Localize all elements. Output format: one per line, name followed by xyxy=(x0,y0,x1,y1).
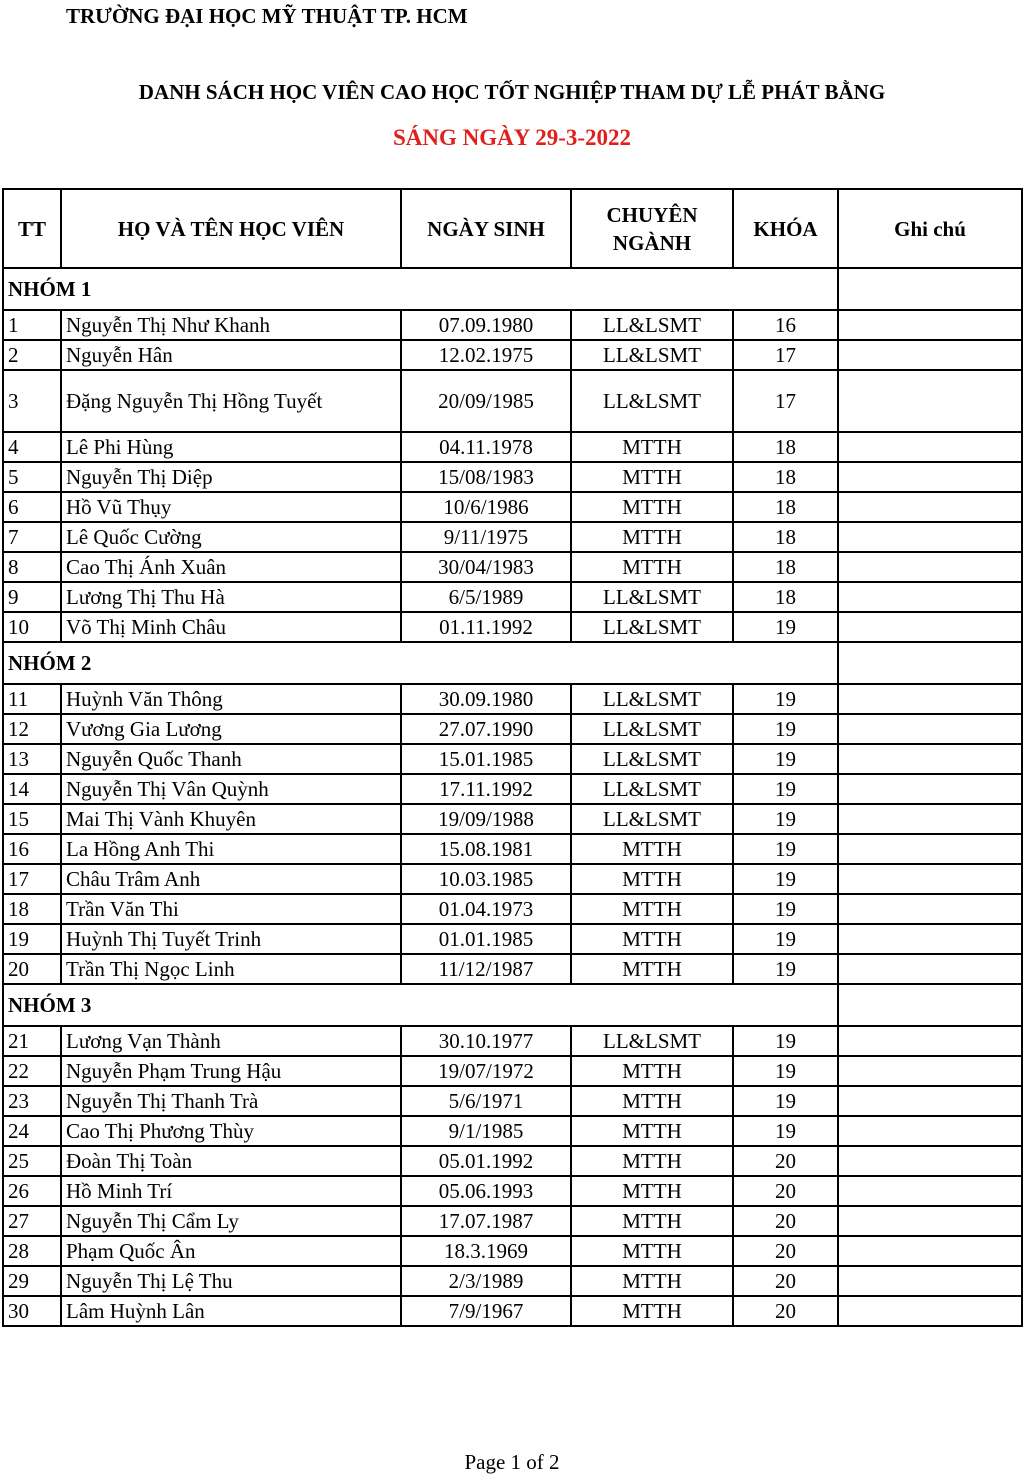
cell-dob: 12.02.1975 xyxy=(401,340,571,370)
header-tt: TT xyxy=(3,189,61,268)
cell-tt: 2 xyxy=(3,340,61,370)
table-row xyxy=(3,744,1022,774)
cell-name: Võ Thị Minh Châu xyxy=(61,612,401,642)
cell-tt: 26 xyxy=(3,1176,61,1206)
cell-course: 20 xyxy=(733,1296,838,1326)
cell-dob: 30/04/1983 xyxy=(401,552,571,582)
cell-note xyxy=(838,1146,1022,1176)
cell-major: LL&LSMT xyxy=(571,582,733,612)
cell-name: Lương Thị Thu Hà xyxy=(61,582,401,612)
cell-note xyxy=(838,774,1022,804)
cell-major: LL&LSMT xyxy=(571,370,733,432)
cell-name: Vương Gia Lương xyxy=(61,714,401,744)
cell-major: LL&LSMT xyxy=(571,1026,733,1056)
group-row xyxy=(3,642,1022,684)
cell-tt: 3 xyxy=(3,370,61,432)
cell-dob: 04.11.1978 xyxy=(401,432,571,462)
cell-dob: 15.01.1985 xyxy=(401,744,571,774)
cell-name: Nguyễn Hân xyxy=(61,340,401,370)
cell-tt: 4 xyxy=(3,432,61,462)
cell-course: 18 xyxy=(733,462,838,492)
table-row xyxy=(3,462,1022,492)
table-row xyxy=(3,804,1022,834)
cell-major: MTTH xyxy=(571,432,733,462)
table-row xyxy=(3,684,1022,714)
group-note-cell xyxy=(838,268,1022,310)
cell-tt: 8 xyxy=(3,552,61,582)
cell-dob: 7/9/1967 xyxy=(401,1296,571,1326)
cell-course: 19 xyxy=(733,894,838,924)
cell-course: 17 xyxy=(733,370,838,432)
cell-tt: 20 xyxy=(3,954,61,984)
cell-note xyxy=(838,864,1022,894)
table-row xyxy=(3,1026,1022,1056)
cell-tt: 22 xyxy=(3,1056,61,1086)
table-row xyxy=(3,1056,1022,1086)
cell-major: LL&LSMT xyxy=(571,340,733,370)
cell-name: Nguyễn Thị Diệp xyxy=(61,462,401,492)
header-note: Ghi chú xyxy=(838,189,1022,268)
group-note-cell xyxy=(838,984,1022,1026)
cell-note xyxy=(838,1266,1022,1296)
cell-course: 18 xyxy=(733,552,838,582)
cell-course: 19 xyxy=(733,714,838,744)
table-row xyxy=(3,310,1022,340)
document-title: DANH SÁCH HỌC VIÊN CAO HỌC TỐT NGHIỆP THAM DỰ LỄ PHÁT BẰNG xyxy=(138,80,886,104)
cell-tt: 1 xyxy=(3,310,61,340)
cell-course: 19 xyxy=(733,744,838,774)
table-body xyxy=(3,268,1022,1326)
cell-course: 19 xyxy=(733,774,838,804)
cell-dob: 18.3.1969 xyxy=(401,1236,571,1266)
table-row xyxy=(3,582,1022,612)
group-label: NHÓM 1 xyxy=(3,268,838,310)
cell-note xyxy=(838,924,1022,954)
cell-course: 19 xyxy=(733,1026,838,1056)
table-row xyxy=(3,552,1022,582)
cell-dob: 01.11.1992 xyxy=(401,612,571,642)
cell-name: Mai Thị Vành Khuyên xyxy=(61,804,401,834)
cell-name: Huỳnh Văn Thông xyxy=(61,684,401,714)
cell-course: 18 xyxy=(733,432,838,462)
cell-dob: 19/09/1988 xyxy=(401,804,571,834)
cell-major: LL&LSMT xyxy=(571,684,733,714)
header-major-line1: CHUYÊN xyxy=(606,202,698,227)
cell-tt: 13 xyxy=(3,744,61,774)
header-major-line2: NGÀNH xyxy=(612,230,692,255)
cell-name: Hồ Vũ Thụy xyxy=(61,492,401,522)
cell-course: 18 xyxy=(733,492,838,522)
cell-name: Huỳnh Thị Tuyết Trinh xyxy=(61,924,401,954)
cell-dob: 5/6/1971 xyxy=(401,1086,571,1116)
cell-course: 19 xyxy=(733,1056,838,1086)
cell-dob: 19/07/1972 xyxy=(401,1056,571,1086)
cell-name: Đoàn Thị Toàn xyxy=(61,1146,401,1176)
cell-name: Cao Thị Ánh Xuân xyxy=(61,552,401,582)
cell-note xyxy=(838,340,1022,370)
cell-note xyxy=(838,804,1022,834)
cell-dob: 10/6/1986 xyxy=(401,492,571,522)
cell-tt: 7 xyxy=(3,522,61,552)
cell-note xyxy=(838,1116,1022,1146)
cell-major: MTTH xyxy=(571,522,733,552)
header-dob: NGÀY SINH xyxy=(401,189,571,268)
cell-name: Nguyễn Thị Cẩm Ly xyxy=(61,1206,401,1236)
cell-name: La Hồng Anh Thi xyxy=(61,834,401,864)
cell-name: Nguyễn Thị Như Khanh xyxy=(61,310,401,340)
table-row xyxy=(3,894,1022,924)
cell-major: MTTH xyxy=(571,1266,733,1296)
cell-dob: 9/11/1975 xyxy=(401,522,571,552)
table-row xyxy=(3,522,1022,552)
cell-tt: 19 xyxy=(3,924,61,954)
cell-major: MTTH xyxy=(571,1116,733,1146)
group-row xyxy=(3,984,1022,1026)
cell-dob: 01.01.1985 xyxy=(401,924,571,954)
table-row xyxy=(3,370,1022,432)
table-row xyxy=(3,612,1022,642)
cell-dob: 10.03.1985 xyxy=(401,864,571,894)
cell-dob: 2/3/1989 xyxy=(401,1266,571,1296)
cell-note xyxy=(838,432,1022,462)
header-major xyxy=(571,189,733,268)
cell-name: Trần Thị Ngọc Linh xyxy=(61,954,401,984)
cell-dob: 11/12/1987 xyxy=(401,954,571,984)
cell-major: LL&LSMT xyxy=(571,804,733,834)
cell-dob: 17.07.1987 xyxy=(401,1206,571,1236)
cell-course: 19 xyxy=(733,804,838,834)
cell-major: MTTH xyxy=(571,1176,733,1206)
cell-note xyxy=(838,684,1022,714)
cell-name: Nguyễn Quốc Thanh xyxy=(61,744,401,774)
cell-major: MTTH xyxy=(571,894,733,924)
cell-tt: 15 xyxy=(3,804,61,834)
cell-name: Nguyễn Thị Thanh Trà xyxy=(61,1086,401,1116)
page-number: Page 1 of 2 xyxy=(464,1450,560,1474)
cell-tt: 29 xyxy=(3,1266,61,1296)
cell-major: MTTH xyxy=(571,1086,733,1116)
group-label: NHÓM 3 xyxy=(3,984,838,1026)
cell-tt: 12 xyxy=(3,714,61,744)
cell-course: 19 xyxy=(733,924,838,954)
cell-dob: 30.10.1977 xyxy=(401,1026,571,1056)
cell-tt: 27 xyxy=(3,1206,61,1236)
cell-name: Nguyễn Thị Vân Quỳnh xyxy=(61,774,401,804)
cell-tt: 28 xyxy=(3,1236,61,1266)
cell-course: 19 xyxy=(733,1116,838,1146)
cell-name: Lê Phi Hùng xyxy=(61,432,401,462)
cell-major: MTTH xyxy=(571,1056,733,1086)
cell-note xyxy=(838,1026,1022,1056)
header-name: HỌ VÀ TÊN HỌC VIÊN xyxy=(61,189,401,268)
cell-dob: 6/5/1989 xyxy=(401,582,571,612)
cell-course: 18 xyxy=(733,582,838,612)
header-course: KHÓA xyxy=(733,189,838,268)
cell-major: MTTH xyxy=(571,1206,733,1236)
cell-course: 20 xyxy=(733,1266,838,1296)
cell-major: MTTH xyxy=(571,1146,733,1176)
table-row xyxy=(3,1266,1022,1296)
cell-dob: 17.11.1992 xyxy=(401,774,571,804)
cell-dob: 07.09.1980 xyxy=(401,310,571,340)
table-row xyxy=(3,1176,1022,1206)
group-label: NHÓM 2 xyxy=(3,642,838,684)
cell-note xyxy=(838,1086,1022,1116)
table-row xyxy=(3,1236,1022,1266)
cell-note xyxy=(838,310,1022,340)
cell-tt: 6 xyxy=(3,492,61,522)
table-row xyxy=(3,924,1022,954)
cell-tt: 23 xyxy=(3,1086,61,1116)
cell-major: MTTH xyxy=(571,1296,733,1326)
cell-name: Châu Trâm Anh xyxy=(61,864,401,894)
cell-dob: 05.01.1992 xyxy=(401,1146,571,1176)
cell-major: LL&LSMT xyxy=(571,744,733,774)
cell-dob: 01.04.1973 xyxy=(401,894,571,924)
cell-note xyxy=(838,1296,1022,1326)
cell-major: MTTH xyxy=(571,462,733,492)
table-row xyxy=(3,714,1022,744)
cell-note xyxy=(838,492,1022,522)
cell-name: Phạm Quốc Ân xyxy=(61,1236,401,1266)
cell-tt: 10 xyxy=(3,612,61,642)
cell-dob: 15.08.1981 xyxy=(401,834,571,864)
cell-tt: 17 xyxy=(3,864,61,894)
cell-course: 16 xyxy=(733,310,838,340)
cell-major: MTTH xyxy=(571,1236,733,1266)
table-row xyxy=(3,1116,1022,1146)
cell-name: Nguyễn Phạm Trung Hậu xyxy=(61,1056,401,1086)
cell-course: 19 xyxy=(733,954,838,984)
group-note-cell xyxy=(838,642,1022,684)
cell-tt: 24 xyxy=(3,1116,61,1146)
cell-dob: 20/09/1985 xyxy=(401,370,571,432)
cell-major: MTTH xyxy=(571,924,733,954)
cell-major: MTTH xyxy=(571,552,733,582)
cell-major: LL&LSMT xyxy=(571,774,733,804)
cell-tt: 9 xyxy=(3,582,61,612)
cell-major: LL&LSMT xyxy=(571,310,733,340)
cell-dob: 05.06.1993 xyxy=(401,1176,571,1206)
cell-name: Đặng Nguyễn Thị Hồng Tuyết xyxy=(61,370,401,432)
cell-note xyxy=(838,612,1022,642)
cell-tt: 14 xyxy=(3,774,61,804)
cell-note xyxy=(838,462,1022,492)
cell-tt: 18 xyxy=(3,894,61,924)
cell-dob: 15/08/1983 xyxy=(401,462,571,492)
cell-note xyxy=(838,894,1022,924)
cell-course: 20 xyxy=(733,1146,838,1176)
cell-name: Lâm Huỳnh Lân xyxy=(61,1296,401,1326)
cell-course: 20 xyxy=(733,1176,838,1206)
table-row xyxy=(3,432,1022,462)
table-row xyxy=(3,1086,1022,1116)
group-row xyxy=(3,268,1022,310)
cell-note xyxy=(838,1056,1022,1086)
cell-tt: 30 xyxy=(3,1296,61,1326)
table-row xyxy=(3,1146,1022,1176)
cell-course: 18 xyxy=(733,522,838,552)
cell-name: Trần Văn Thi xyxy=(61,894,401,924)
graduate-table xyxy=(2,188,1023,1327)
cell-note xyxy=(838,1206,1022,1236)
table-row xyxy=(3,864,1022,894)
cell-dob: 30.09.1980 xyxy=(401,684,571,714)
cell-note xyxy=(838,522,1022,552)
cell-course: 19 xyxy=(733,612,838,642)
cell-course: 19 xyxy=(733,684,838,714)
cell-tt: 25 xyxy=(3,1146,61,1176)
cell-course: 20 xyxy=(733,1206,838,1236)
cell-course: 19 xyxy=(733,834,838,864)
table-row xyxy=(3,340,1022,370)
table-row xyxy=(3,492,1022,522)
cell-dob: 9/1/1985 xyxy=(401,1116,571,1146)
cell-tt: 16 xyxy=(3,834,61,864)
cell-name: Lê Quốc Cường xyxy=(61,522,401,552)
table-header-row xyxy=(3,189,1022,268)
cell-major: LL&LSMT xyxy=(571,714,733,744)
cell-note xyxy=(838,834,1022,864)
table-row xyxy=(3,1296,1022,1326)
cell-tt: 11 xyxy=(3,684,61,714)
cell-tt: 21 xyxy=(3,1026,61,1056)
table-row xyxy=(3,954,1022,984)
table-row xyxy=(3,1206,1022,1236)
cell-note xyxy=(838,1176,1022,1206)
cell-major: LL&LSMT xyxy=(571,612,733,642)
table-row xyxy=(3,834,1022,864)
cell-course: 20 xyxy=(733,1236,838,1266)
cell-tt: 5 xyxy=(3,462,61,492)
cell-note xyxy=(838,714,1022,744)
table-row xyxy=(3,774,1022,804)
cell-note xyxy=(838,1236,1022,1266)
cell-dob: 27.07.1990 xyxy=(401,714,571,744)
school-name: TRƯỜNG ĐẠI HỌC MỸ THUẬT TP. HCM xyxy=(66,4,468,28)
cell-major: MTTH xyxy=(571,864,733,894)
cell-note xyxy=(838,370,1022,432)
cell-name: Hồ Minh Trí xyxy=(61,1176,401,1206)
cell-name: Nguyễn Thị Lệ Thu xyxy=(61,1266,401,1296)
cell-note xyxy=(838,744,1022,774)
cell-name: Lương Vạn Thành xyxy=(61,1026,401,1056)
cell-major: MTTH xyxy=(571,834,733,864)
cell-course: 17 xyxy=(733,340,838,370)
cell-note xyxy=(838,552,1022,582)
cell-course: 19 xyxy=(733,864,838,894)
document-subtitle: SÁNG NGÀY 29-3-2022 xyxy=(392,125,632,150)
cell-note xyxy=(838,582,1022,612)
cell-course: 19 xyxy=(733,1086,838,1116)
cell-name: Cao Thị Phương Thùy xyxy=(61,1116,401,1146)
cell-major: MTTH xyxy=(571,954,733,984)
cell-note xyxy=(838,954,1022,984)
cell-major: MTTH xyxy=(571,492,733,522)
